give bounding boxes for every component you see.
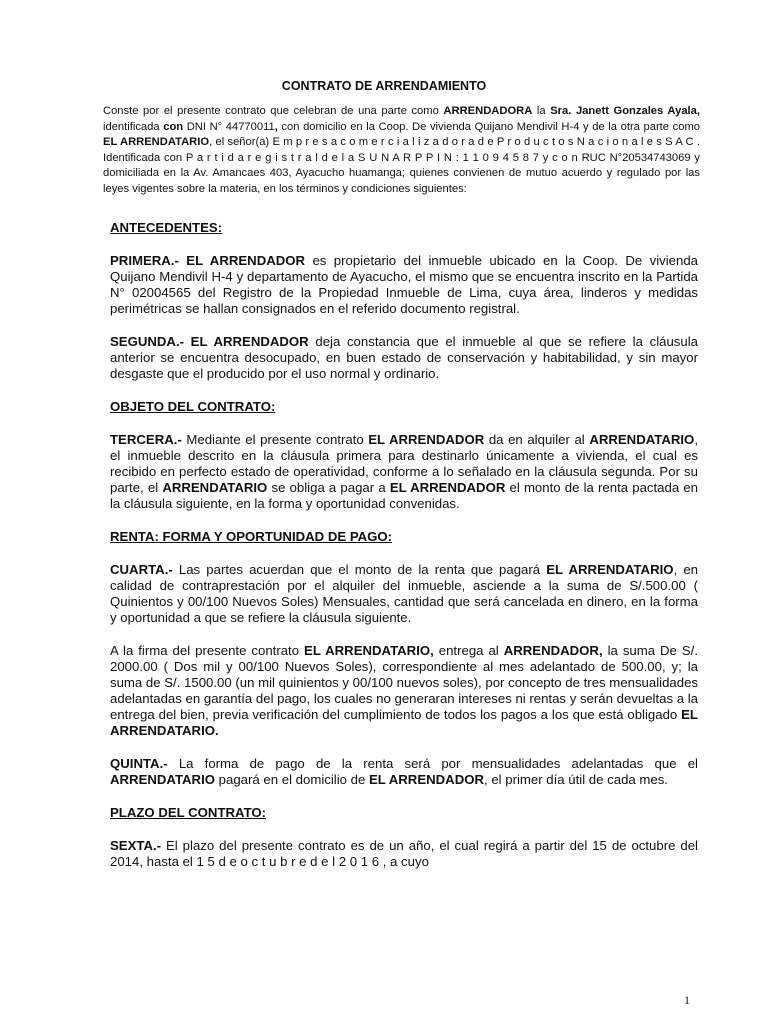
intro-paragraph: [103, 104, 700, 197]
text-run: , en calidad de contraprestación por el alquiler del inmueble, asciende a la suma de S/.500.00 ( Quinientos y 00/100 Nuevos Soles) Mensuales, cantidad que será cancelada en dinero, en la forma y oportunidad a que se refiere la cláusula siguiente.: [110, 562, 698, 625]
bold-text: EL ARRENDATARIO: [546, 562, 674, 577]
bold-text: QUINTA.-: [110, 756, 168, 771]
bold-text: EL ARRENDADOR: [368, 772, 484, 787]
clause-paragraph: [110, 838, 698, 870]
clause-paragraph: [110, 643, 698, 739]
bold-text: ARRENDADOR,: [503, 643, 603, 658]
text-run: Conste por el presente contrato que celebran de una parte como: [103, 105, 444, 117]
bold-text: EL ARRENDATARIO: [103, 136, 210, 148]
bold-text: CUARTA.-: [110, 562, 173, 577]
text-run: la: [532, 105, 551, 117]
text-run: El plazo del presente contrato es de un año, el cual regirá a partir del 15 de octubre del 2014, hasta el 1 5 d e o c t u b r e d e l 2 0 1 6 , a cuyo: [110, 838, 698, 869]
clause-paragraph: [110, 756, 698, 788]
clause-paragraph: [110, 562, 698, 626]
bold-text: ARRENDATARIO: [162, 480, 268, 495]
bold-text: ARRENDATARIO: [589, 432, 695, 447]
text-run: es propietario del inmueble ubicado en la Coop. De vivienda Quijano Mendivil H-4 y departamento de Ayacucho, el mismo que se encuentra inscrito en la Partida N° 02004565 del Registro de la Propiedad Inmueble de Lima, cuya área, linderos y medidas perimétricas se hallan consignados en el referido documento registral.: [110, 253, 698, 316]
text-run: se obliga a pagar a: [267, 480, 390, 495]
text-run: , el primer día útil de cada mes.: [484, 772, 668, 787]
bold-text: SEXTA.-: [110, 838, 162, 853]
text-run: el monto de la renta pactada en la cláusula siguiente, en la forma y oportunidad convenidas.: [110, 480, 698, 511]
bold-text: EL ARRENDADOR: [389, 480, 506, 495]
contract-body: [110, 220, 698, 887]
bold-text: Sra. Janett Gonzales Ayala,: [550, 105, 700, 117]
text-run: , el señor(a) E m p r e s a c o m e r c i a l i z a d o r a d e P r o d u c t o s N a c i o n a l e s S A C . Identificada con P a r t i d a r e g i s t r a l d e l a S U N A R P P I N : 1 1 0 9 4 5 8 7 y c o n RUC N°20534743069 y domiciliada en la Av. Amancaes 403, Ayacucho huamanga; quienes convienen de mutuo acuerdo y regulado por las leyes vigentes sobre la materia, en los términos y condiciones siguientes:: [103, 136, 700, 195]
section-heading: OBJETO DEL CONTRATO:: [110, 399, 276, 414]
text-run: pagará en el domicilio de: [215, 772, 369, 787]
clause-paragraph: [110, 334, 698, 382]
bold-text: EL ARRENDATARIO,: [304, 643, 434, 658]
text-run: identificada: [103, 120, 164, 133]
text-run: deja constancia que el inmueble al que se refiere la cláusula anterior se encuentra desocupado, en buen estado de conservación y habitabilidad, y sin mayor desgaste que el producido por el uso normal y ordinario.: [110, 334, 698, 381]
bold-text: PRIMERA.- EL ARRENDADOR: [110, 253, 306, 268]
bold-text: TERCERA.-: [110, 432, 182, 447]
text-run: DNI N° 44770011: [183, 120, 275, 133]
bold-text: SEGUNDA.- EL ARRENDADOR: [110, 334, 309, 349]
text-run: Mediante el presente contrato: [181, 432, 369, 447]
contract-title: CONTRATO DE ARRENDAMIENTO: [281, 79, 487, 93]
bold-text: EL ARRENDATARIO.: [110, 707, 698, 738]
bold-text: EL ARRENDADOR: [368, 432, 485, 447]
bold-text: ARRENDADORA: [443, 105, 533, 117]
text-run: , el inmueble descrito en la cláusula primera para destinarlo únicamente a vivienda, el cual es recibido en perfecto estado de operatividad, conforme a lo señalado en la cláusula segunda. Por su parte, el: [110, 432, 698, 495]
clause-paragraph: [110, 432, 698, 512]
text-run: La forma de pago de la renta será por mensualidades adelantadas que el: [167, 756, 698, 771]
bold-text: ARRENDATARIO: [110, 772, 216, 787]
bold-text: ,: [274, 120, 278, 133]
text-run: da en alquiler al: [484, 432, 590, 447]
text-run: Las partes acuerdan que el monto de la renta que pagará: [172, 562, 547, 577]
clause-paragraph: [110, 253, 698, 317]
text-run: la suma De S/. 2000.00 ( Dos mil y 00/100 Nuevos Soles), correspondiente al mes adelantado de 500.00, y; la suma de S/. 1500.00 (un mil quinientos y 00/100 nuevos soles), por concepto de tres mensualidades adelantadas en garantía del pago, los cuales no generaran intereses ni rentas y serán devueltas a la entrega del bien, previa verificación del cumplimiento de todos los pagos a los que está obligado: [110, 643, 698, 722]
section-heading: RENTA: FORMA Y OPORTUNIDAD DE PAGO:: [110, 529, 393, 544]
text-run: entrega al: [433, 643, 504, 658]
bold-text: con: [163, 120, 184, 133]
section-heading: ANTECEDENTES:: [110, 220, 223, 235]
text-run: con domicilio en la Coop. De vivienda Quijano Mendivil H-4 y de la otra parte como: [277, 120, 700, 133]
page-number: 1: [684, 993, 690, 1007]
text-run: A la firma del presente contrato: [110, 643, 305, 658]
section-heading: PLAZO DEL CONTRATO:: [110, 805, 267, 820]
